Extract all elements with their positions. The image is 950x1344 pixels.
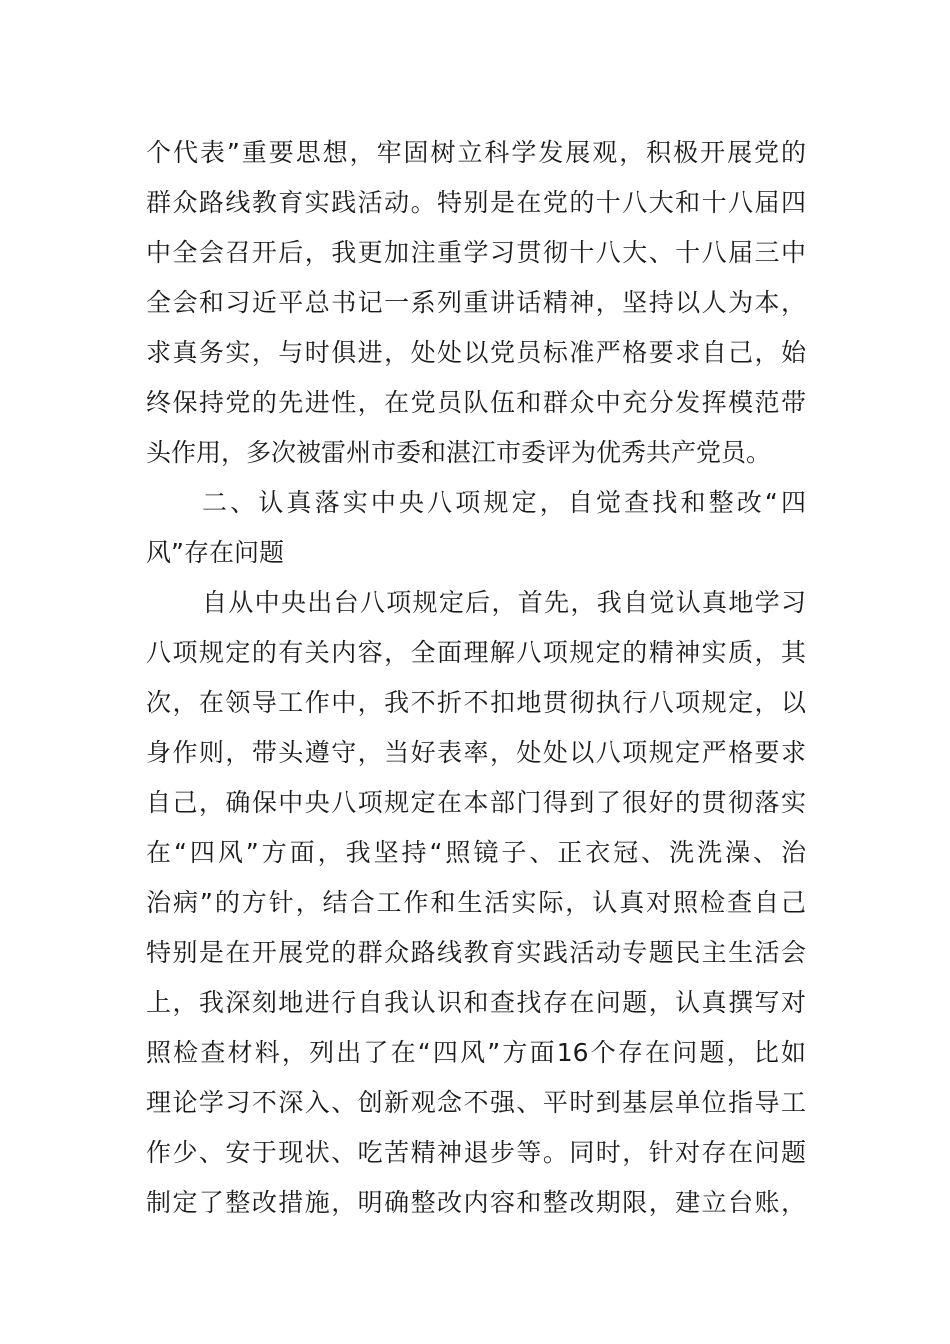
text-line: 次，在领导工作中，我不折不扣地贯彻执行八项规定，以 (146, 688, 806, 717)
text-line: 八项规定的有关内容，全面理解八项规定的精神实质，其 (146, 638, 806, 667)
text-line: 照检查材料，列出了在“四风”方面16个存在问题，比如 (146, 1038, 806, 1067)
text-line: 个代表”重要思想，牢固树立科学发展观，积极开展党的 (146, 138, 806, 167)
text-line: 作少、安于现状、吃苦精神退步等。同时，针对存在问题 (146, 1138, 806, 1167)
text-line: 理论学习不深入、创新观念不强、平时到基层单位指导工 (146, 1088, 806, 1117)
text-line: 群众路线教育实践活动。特别是在党的十八大和十八届四 (146, 188, 806, 217)
section-heading-line: 二、认真落实中央八项规定，自觉查找和整改“四 (202, 488, 806, 517)
text-line: 头作用，多次被雷州市委和湛江市委评为优秀共产党员。 (146, 438, 772, 467)
text-line: 全会和习近平总书记一系列重讲话精神，坚持以人为本， (146, 288, 806, 317)
body-text (146, 128, 806, 1228)
text-line: 求真务实，与时俱进，处处以党员标准严格要求自己，始 (146, 338, 806, 367)
text-line: 上，我深刻地进行自我认识和查找存在问题，认真撰写对 (146, 988, 806, 1017)
text-line: 制定了整改措施，明确整改内容和整改期限，建立台账， (146, 1188, 806, 1217)
text-line: 治病”的方针，结合工作和生活实际，认真对照检查自己 (146, 888, 806, 917)
text-line: 身作则，带头遵守，当好表率，处处以八项规定严格要求 (146, 738, 806, 767)
text-line: 自从中央出台八项规定后，首先，我自觉认真地学习 (202, 588, 806, 617)
text-line: 中全会召开后，我更加注重学习贯彻十八大、十八届三中 (146, 238, 806, 267)
text-line: 特别是在开展党的群众路线教育实践活动专题民主生活会 (146, 938, 806, 967)
text-line: 自己，确保中央八项规定在本部门得到了很好的贯彻落实 (146, 788, 806, 817)
section-heading-line: 风”存在问题 (146, 538, 284, 567)
text-line: 在“四风”方面，我坚持“照镜子、正衣冠、洗洗澡、治 (146, 838, 806, 867)
text-line: 终保持党的先进性，在党员队伍和群众中充分发挥模范带 (146, 388, 806, 417)
